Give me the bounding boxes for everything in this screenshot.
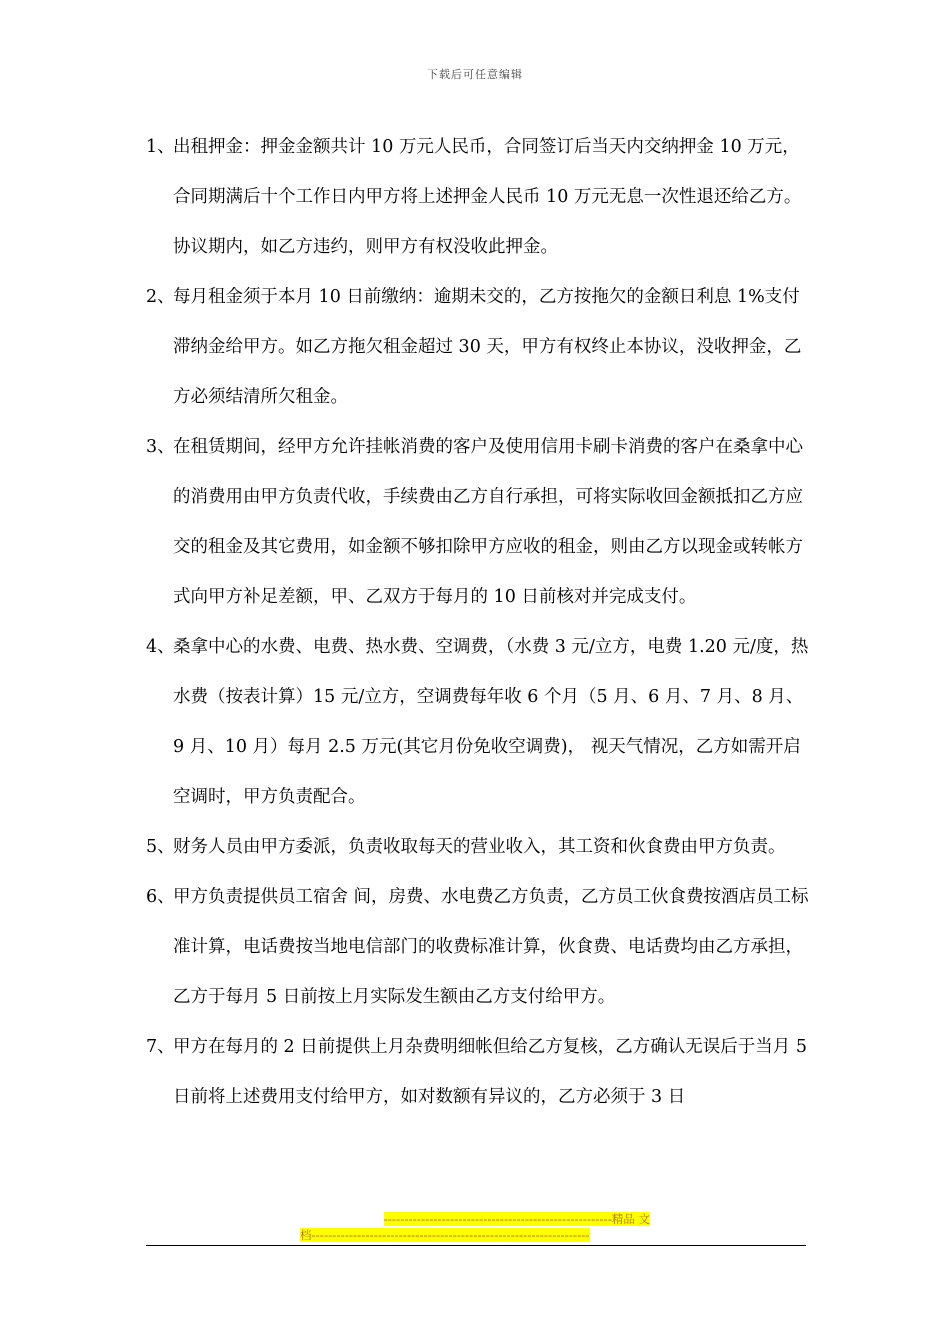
clause-text: 每月租金须于本月 10 日前缴纳：逾期未交的，乙方按拖欠的金额日利息 1%支付滞纳金给甲方。如乙方拖欠租金超过 30 天，甲方有权终止本协议，没收押金，乙方必须结清所欠租金。 bbox=[173, 287, 802, 407]
clause-text: 甲方负责提供员工宿舍 间，房费、水电费乙方负责，乙方员工伙食费按酒店员工标准计算，电话费按当地电信部门的收费标准计算，伙食费、电话费均由乙方承担，乙方于每月 5 日前按上月实际发生额由乙方支付给甲方。 bbox=[173, 887, 809, 1007]
footer-stamp-line-1: -------------------------------------------------------精品 文 bbox=[383, 1212, 650, 1226]
clause-number: 4、 bbox=[146, 637, 175, 657]
clause-text: 财务人员由甲方委派，负责收取每天的营业收入，其工资和伙食费由甲方负责。 bbox=[173, 837, 786, 857]
clause-number: 6、 bbox=[146, 887, 175, 907]
clause-6 bbox=[146, 872, 810, 1022]
clause-3 bbox=[146, 422, 810, 622]
clause-4 bbox=[146, 622, 810, 822]
footer-divider bbox=[146, 1245, 806, 1246]
clause-text: 出租押金：押金金额共计 10 万元人民币，合同签订后当天内交纳押金 10 万元，合同期满后十个工作日内甲方将上述押金人民币 10 万元无息一次性退还给乙方。协议期内，如乙方违约，则甲方有权没收此押金。 bbox=[173, 137, 802, 257]
page-header: 下载后可任意编辑 bbox=[427, 68, 523, 81]
document-body bbox=[146, 122, 810, 1122]
clause-number: 5、 bbox=[146, 837, 175, 857]
clause-number: 7、 bbox=[146, 1037, 175, 1057]
clause-1 bbox=[146, 122, 810, 272]
clause-7 bbox=[146, 1022, 810, 1122]
clause-text: 甲方在每月的 2 日前提供上月杂费明细帐但给乙方复核，乙方确认无误后于当月 5 日前将上述费用支付给甲方，如对数额有异议的，乙方必须于 3 日 bbox=[173, 1037, 807, 1107]
footer-stamp-line-2: 档------------------------------------------------------------------- bbox=[300, 1228, 590, 1242]
clause-5 bbox=[146, 822, 810, 872]
footer-stamp bbox=[300, 1211, 650, 1243]
clause-number: 1、 bbox=[146, 137, 175, 157]
clause-number: 2、 bbox=[146, 287, 175, 307]
clause-text: 在租赁期间，经甲方允许挂帐消费的客户及使用信用卡刷卡消费的客户在桑拿中心的消费用由甲方负责代收，手续费由乙方自行承担，可将实际收回金额抵扣乙方应交的租金及其它费用，如金额不够扣除甲方应收的租金，则由乙方以现金或转帐方式向甲方补足差额，甲、乙双方于每月的 10 日前核对并完成支付。 bbox=[173, 437, 803, 607]
clause-text: 桑拿中心的水费、电费、热水费、空调费，（水费 3 元/立方，电费 1.20 元/度，热水费（按表计算）15 元/立方，空调费每年收 6 个月（5 月、6 月、7 月、8 月、9 月、10 月）每月 2.5 万元(其它月份免收空调费)， 视天气情况，乙方如需开启空调时，甲方负责配合。 bbox=[173, 637, 809, 807]
clause-number: 3、 bbox=[146, 437, 175, 457]
clause-2 bbox=[146, 272, 810, 422]
